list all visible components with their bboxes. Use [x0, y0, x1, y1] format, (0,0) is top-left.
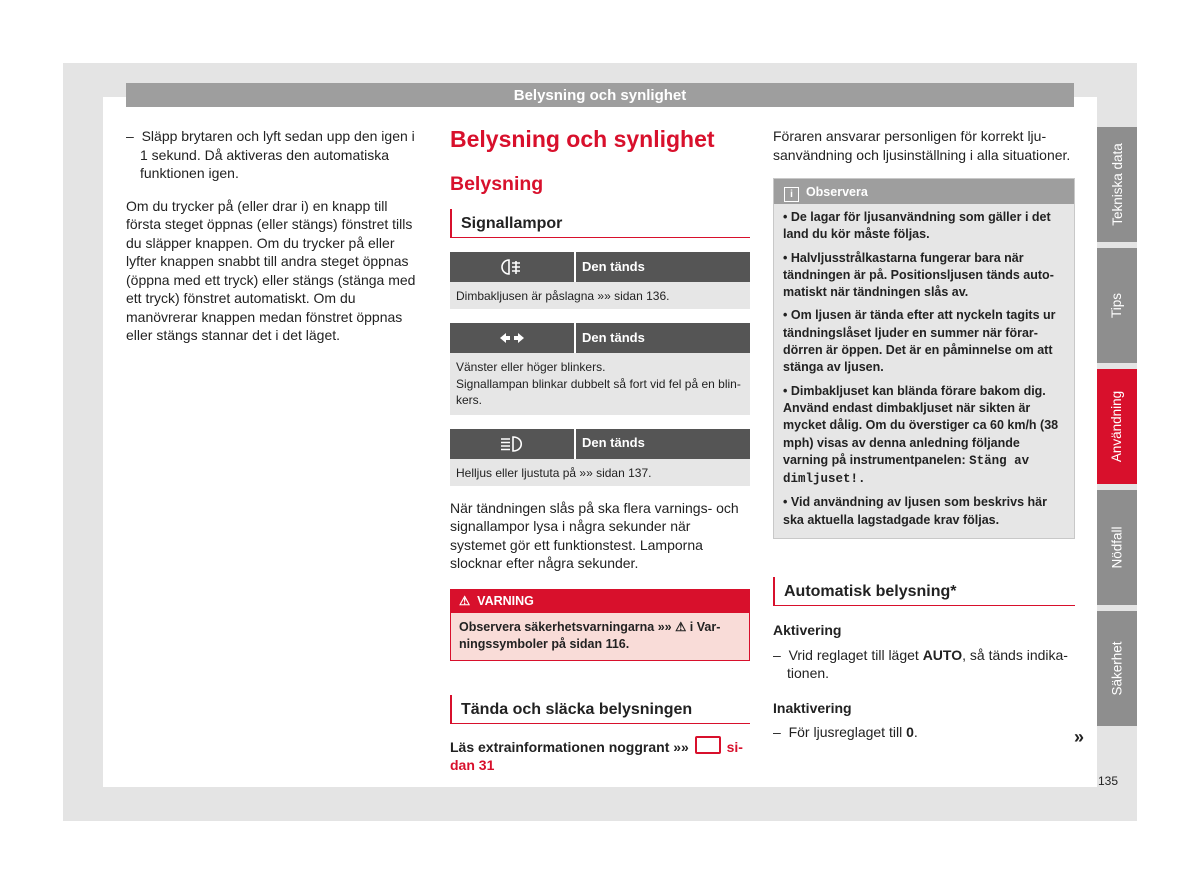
lamp-header-2 — [450, 323, 750, 353]
note-header — [774, 179, 1074, 204]
main-title: Belysning och synlighet — [450, 126, 715, 152]
warning-header — [451, 590, 749, 613]
tab-sakerhet[interactable] — [1097, 611, 1137, 726]
note-item: • Dimbakljuset kan blända förare bakom dig. Använd endast dimbakljuset när sikten är mycket dålig. Om du överstiger ca 60 km/h (38 mph) visas av denna anledning följande varning på instrumentpanelen: Stäng av dimljuset!. — [783, 383, 1059, 487]
book-icon — [695, 736, 721, 754]
lamp-label: Den tänds — [582, 329, 645, 345]
activation-title: Aktivering — [773, 622, 842, 639]
auto-code: AUTO — [922, 646, 963, 663]
lamp-description: Dimbakljusen är påslagna »» sidan 136. — [450, 282, 750, 309]
lamp-table-2 — [450, 323, 750, 415]
sub-title: Belysning — [450, 173, 544, 195]
column-middle — [450, 125, 750, 789]
note-item-text: Halvljusstrålkastarna fungerar bara när tändningen är på. Positionsljusen tänds automatiskt när tändningen slås av. — [783, 250, 1054, 300]
column-right — [773, 127, 1075, 756]
section-title-tanda: Tända och släcka belysningen — [450, 695, 750, 724]
lamp-label: Den tänds — [582, 435, 645, 451]
note-item: • Halvljusstrålkastarna fungerar bara när tändningen är på. Positionsljusen tänds automatiskt när tändningen slås av. — [783, 250, 1054, 300]
read-more-text — [450, 736, 750, 775]
tab-label: Användning — [1109, 390, 1125, 463]
section-title-signallampor: Signallampor — [450, 209, 750, 238]
window-paragraph: Om du trycker på (eller drar i) en knapp till första steget öppnas (eller stängs) fönstret tills du släpper knappen. Om du trycker på eller lyfter knappen snabbt till andra steget öppnas (öppna med ett tryck) eller stängs (stänga med ett tryck) fönstret automatiskt. Om du manövrerar knappen medan fönstret öppnas eller stängs stannar det i det läget. — [126, 197, 416, 343]
warning-title: VARNING — [477, 593, 534, 608]
tab-tekniska-data[interactable] — [1097, 127, 1137, 242]
lamp-table-1 — [450, 252, 750, 309]
turn-signal-icon — [450, 323, 576, 353]
warning-box — [450, 589, 750, 661]
activation-text: Vrid reglaget till läget — [788, 646, 919, 663]
lamp-table-3 — [450, 429, 750, 486]
deactivation-step: – För ljusreglaget till 0. — [773, 724, 918, 741]
info-icon: i — [784, 187, 799, 202]
tab-anvandning[interactable] — [1097, 369, 1137, 484]
note-item-text: De lagar för ljusanvändning som gäller i det land du kör måste följas. — [783, 210, 1051, 242]
rear-fog-light-icon — [450, 252, 576, 282]
warning-text: Observera säkerhetsvarningarna »» ⚠ i Varningssymboler på sidan 116. — [451, 613, 749, 660]
tab-label: Säkerhet — [1109, 641, 1125, 696]
lamp-description: Vänster eller höger blinkers. Signallampan blinkar dubbelt så fort vid fel på en blinkers. — [450, 353, 750, 415]
lamp-description: Helljus eller ljustuta på »» sidan 137. — [450, 459, 750, 486]
activation-text-end: , så tänds indikationen. — [787, 646, 1068, 682]
note-item-text: Vid användning av ljusen som beskrivs här ska aktuella lagstadgade krav följas. — [783, 495, 1047, 527]
tab-label: Tekniska data — [1109, 143, 1125, 226]
tab-label: Nödfall — [1109, 526, 1125, 569]
note-title: Observera — [805, 185, 868, 199]
read-more-page-link[interactable]: sidan 31 — [450, 738, 743, 773]
note-item: • De lagar för ljusanvändning som gäller i det land du kör måste följas. — [783, 210, 1051, 242]
lamp-label: Den tänds — [582, 258, 645, 274]
section-title-automatisk: Automatisk belysning* — [773, 577, 1075, 606]
activation-step: – Vrid reglaget till läget AUTO, så tänds indikationen. — [773, 646, 1068, 682]
column-left — [126, 127, 426, 359]
note-item: • Om ljusen är tända efter att nyckeln tagits ur tändningslåset ljuder en summer när förardörren är öppen. Det är en påminnelse om att stänga av ljusen. — [783, 308, 1056, 375]
deactivation-title: Inaktivering — [773, 699, 852, 716]
note-box — [773, 178, 1075, 539]
note-item-text: Dimbakljuset kan blända förare bakom dig. Använd endast dimbakljuset när sikten är mycket dålig. Om du överstiger ca 60 km/h (38 mph) visas av denna anledning följande varning på instrumentpanelen: — [783, 383, 1059, 467]
function-test-paragraph: När tändningen slås på ska flera varnings- och signallampor lysa i några sekunder när systemet gör ett funktionstest. Lamporna slocknar efter några sekunder. — [450, 499, 739, 571]
deactivation-text: För ljusreglaget till — [788, 724, 903, 741]
tab-label: Tips — [1109, 292, 1125, 319]
chapter-header: Belysning och synlighet — [126, 83, 1074, 107]
tab-nodfall[interactable] — [1097, 490, 1137, 605]
page-number: 135 — [1098, 774, 1119, 788]
note-item: • Vid användning av ljusen som beskrivs här ska aktuella lagstadgade krav följas. — [783, 495, 1047, 527]
off-code: 0 — [906, 724, 914, 741]
intro-paragraph: Föraren ansvarar personligen för korrekt ljusanvändning och ljusinställning i alla situationer. — [773, 128, 1071, 163]
lamp-header-3 — [450, 429, 750, 459]
note-item-text: Om ljusen är tända efter att nyckeln tagits ur tändningslåset ljuder en summer när förardörren är öppen. Det är en påminnelse om att stänga av ljusen. — [783, 308, 1056, 375]
step-item: – Släpp brytaren och lyft sedan upp den igen i 1 sekund. Då aktiveras den automatiska funktionen igen. — [126, 128, 415, 181]
tab-tips[interactable] — [1097, 248, 1137, 363]
read-more-label: Läs extrainformationen noggrant »» — [450, 738, 689, 755]
note-body — [774, 204, 1074, 538]
high-beam-icon — [450, 429, 576, 459]
step-text: Släpp brytaren och lyft sedan upp den igen i 1 sekund. Då aktiveras den automatiska funktionen igen. — [140, 128, 415, 181]
continue-arrow-icon: » — [1074, 727, 1085, 747]
dashboard-message: Stäng av dimljuset!. — [783, 453, 1030, 487]
lamp-header-1 — [450, 252, 750, 282]
warning-triangle-icon: ⚠ — [459, 593, 471, 608]
